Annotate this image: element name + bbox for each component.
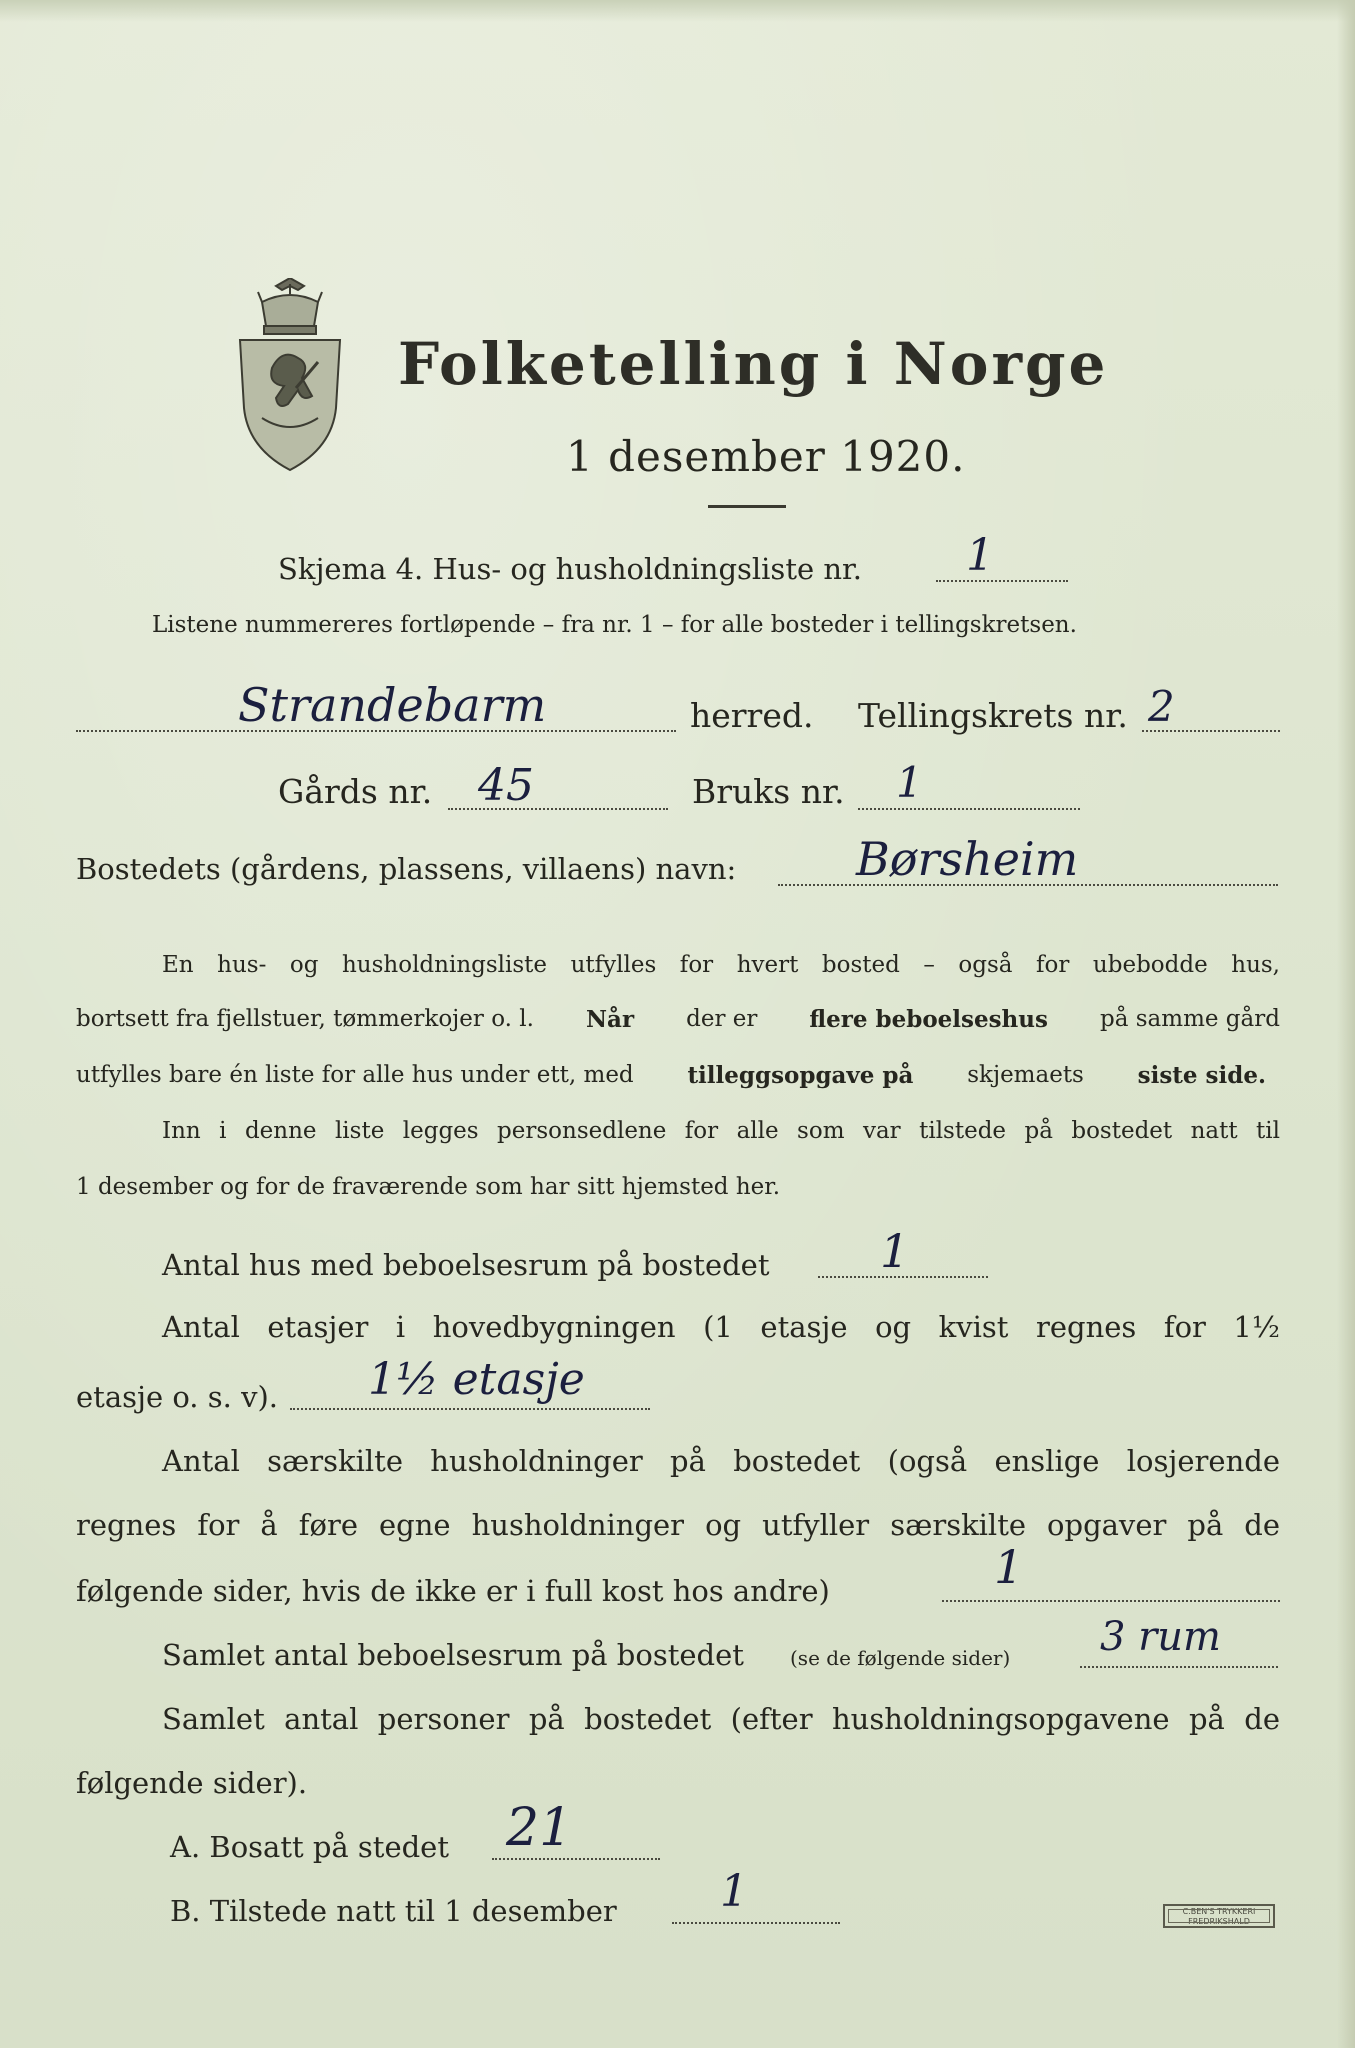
personer-line-1: Samlet antal personer på bostedet (efter husholdningsopgavene på de: [162, 1702, 1280, 1736]
herred-handwritten: Strandebarm: [238, 678, 547, 732]
instructions-line-4: Inn i denne liste legges personsedlene for alle som var tilstede på bostedet natt til: [162, 1118, 1280, 1144]
husholdninger-line-2: regnes for å føre egne husholdninger og utfyller særskilte opgaver på de: [76, 1508, 1280, 1542]
paper-edge-right: [1337, 0, 1355, 2048]
personer-line-2: følgende sider).: [76, 1766, 308, 1800]
bosted-label: Bostedets (gårdens, plassens, villaens) navn:: [76, 852, 737, 886]
bruks-field-line: [858, 808, 1080, 810]
title-divider: [708, 505, 786, 508]
bosted-handwritten: Børsheim: [856, 832, 1079, 886]
norwegian-coat-of-arms-icon: [232, 278, 348, 474]
schema-label: Skjema 4. Hus- og husholdningsliste nr.: [278, 552, 862, 586]
tilstede-field-line: [672, 1922, 840, 1924]
gards-handwritten: 45: [478, 760, 534, 811]
bruks-label: Bruks nr.: [692, 772, 845, 811]
tilstede-label: B. Tilstede natt til 1 desember: [170, 1894, 617, 1928]
paper-edge-top: [0, 0, 1355, 22]
rum-note: (se de følgende sider): [790, 1646, 1011, 1670]
husholdninger-field-line: [942, 1600, 1280, 1602]
rum-field-line: [1080, 1666, 1278, 1668]
hus-label: Antal hus med beboelsesrum på bostedet: [162, 1248, 770, 1282]
numbering-note: Listene nummereres fortløpende – fra nr. 1 – for alle bosteder i tellingskretsen.: [152, 612, 1077, 638]
bosatt-handwritten: 21: [506, 1798, 573, 1858]
form-title: Folketelling i Norge: [398, 330, 1109, 398]
rum-label: Samlet antal beboelsesrum på bostedet: [162, 1638, 744, 1672]
bruks-handwritten: 1: [896, 758, 923, 807]
hus-handwritten: 1: [880, 1224, 910, 1278]
husholdninger-line-3: følgende sider, hvis de ikke er i full kost hos andre): [76, 1574, 830, 1608]
etasjer-field-line: [290, 1408, 650, 1410]
printer-stamp: C.BEN'S TRYKKERI FREDRIKSHALD: [1163, 1904, 1275, 1928]
etasjer-line-1: Antal etasjer i hovedbygningen (1 etasje og kvist regnes for 1½: [162, 1310, 1280, 1344]
bosatt-field-line: [492, 1858, 660, 1860]
gards-label: Gårds nr.: [278, 772, 433, 811]
etasjer-line-2: etasje o. s. v).: [76, 1380, 278, 1414]
instructions-line-5: 1 desember og for de fraværende som har sitt hjemsted her.: [76, 1174, 781, 1200]
instructions-line-2: bortsett fra fjellstuer, tømmerkojer o. l. Når der er flere beboelseshus på samme gård: [76, 1006, 1280, 1033]
rum-handwritten: 3 rum: [1100, 1614, 1221, 1660]
etasjer-handwritten: 1½ etasje: [368, 1354, 585, 1405]
bosatt-label: A. Bosatt på stedet: [170, 1830, 449, 1864]
herred-label: herred.: [690, 696, 814, 735]
husholdninger-handwritten: 1: [994, 1540, 1024, 1594]
instructions-line-3: utfylles bare én liste for alle hus under ett, med tilleggsopgave på skjemaets siste side.: [76, 1062, 1266, 1089]
schema-number-field-line: [936, 580, 1068, 582]
tellingskrets-handwritten: 2: [1148, 682, 1175, 731]
tellingskrets-label: Tellingskrets nr.: [858, 696, 1128, 735]
tilstede-handwritten: 1: [720, 1866, 748, 1917]
schema-number-handwritten: 1: [966, 530, 994, 581]
instructions-line-1: En hus- og husholdningsliste utfylles for hvert bosted – også for ubebodde hus,: [162, 952, 1280, 978]
form-date: 1 desember 1920.: [566, 432, 966, 481]
husholdninger-line-1: Antal særskilte husholdninger på bostedet (også enslige losjerende: [162, 1444, 1280, 1478]
